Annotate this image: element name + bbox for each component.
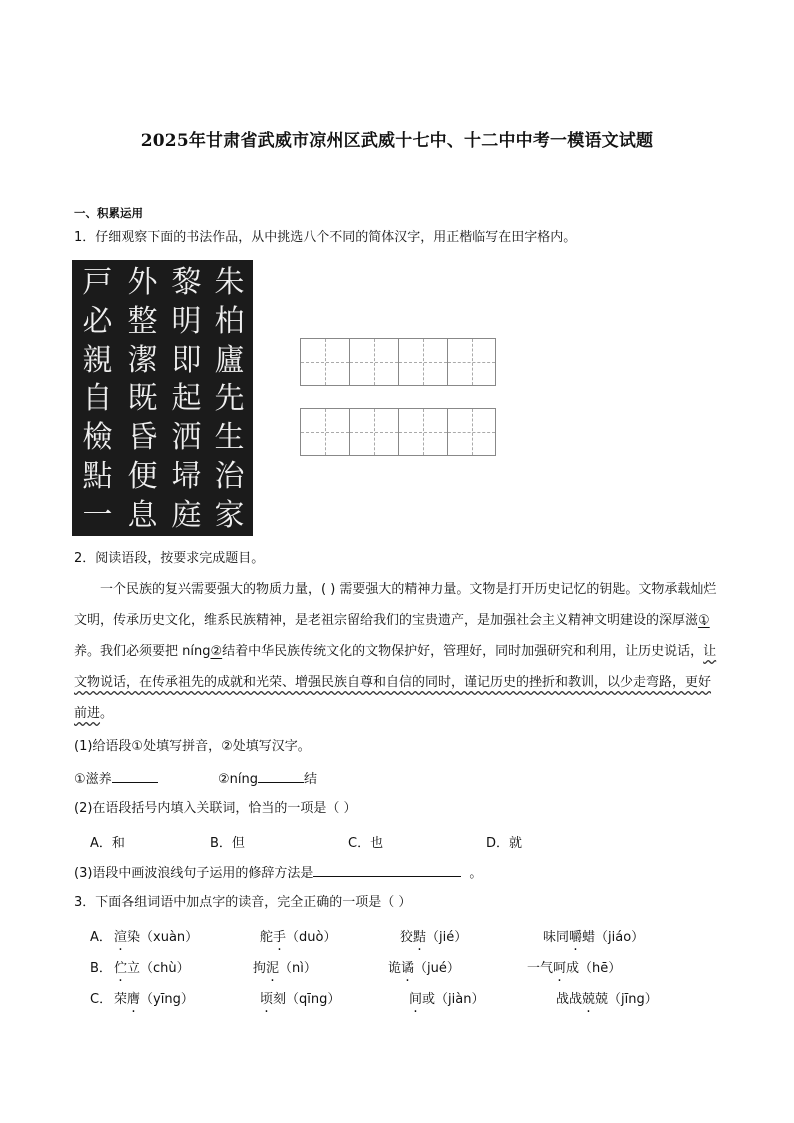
calligraphy-char: 一 <box>82 497 113 533</box>
option-c[interactable]: C．也 <box>348 836 384 851</box>
tian-grid-row-2[interactable] <box>300 408 496 456</box>
question-1: 1．仔细观察下面的书法作品，从中挑选八个不同的简体汉字，用正楷临写在田字格内。 <box>74 230 577 245</box>
answer-line-1 <box>74 768 158 790</box>
word-item: 伫立（chù） <box>114 961 190 976</box>
passage-text: 结着中华民族传统文化的文物保护好，管理好，同时加强研究和利用，让历史说话， <box>222 644 704 659</box>
passage-text: 养。我们必须要把 <box>74 644 183 659</box>
word-item: 渲染（xuàn） <box>114 930 199 945</box>
word-item: 诡谲（jué） <box>388 961 460 976</box>
word-item: 间或（jiàn） <box>409 992 485 1007</box>
tian-grid-cell[interactable] <box>349 338 398 386</box>
word-item: 一气呵成（hē） <box>527 961 622 976</box>
tian-grid-row-1[interactable] <box>300 338 496 386</box>
calligraphy-char: 昏 <box>127 420 158 456</box>
tian-grid-cell[interactable] <box>398 338 447 386</box>
answer-label: ②níng <box>218 772 258 787</box>
reading-passage <box>74 574 722 729</box>
wavy-sentence: 让文物说话，在传承祖先的成就和光荣、增强民族自尊和自信的同时，谨记历史的挫折和教训，以少走弯路，更好前进 <box>74 644 717 721</box>
option-d[interactable]: D．就 <box>486 836 523 851</box>
calligraphy-char: 生 <box>214 420 245 456</box>
calligraphy-char: 朱 <box>214 265 245 300</box>
dotted-char: 滋 . <box>685 613 698 628</box>
answer-blank[interactable] <box>258 768 304 783</box>
calligraphy-char: 先 <box>214 381 245 417</box>
calligraphy-char: 起 <box>171 381 202 417</box>
calligraphy-char: 黎 <box>171 265 202 300</box>
calligraphy-char: 點 <box>82 458 113 494</box>
word-item: 顷刻（qīng） <box>260 992 341 1007</box>
calligraphy-char: 廬 <box>214 342 245 378</box>
calligraphy-char: 既 <box>127 381 158 417</box>
question-2: 2．阅读语段，按要求完成题目。 <box>74 551 265 566</box>
calligraphy-char: 埽 <box>171 458 202 494</box>
tian-grid-cell[interactable] <box>300 408 349 456</box>
tian-grid-cell[interactable] <box>349 408 398 456</box>
page-title: 2025年甘肃省武威市凉州区武威十七中、十二中中考一模语文试题 <box>140 131 654 151</box>
answer-label: ①滋养 <box>74 772 112 787</box>
word-item: 荣膺（yīng） <box>114 992 194 1007</box>
option-label[interactable]: C． <box>90 992 113 1007</box>
pinyin-ning: níng <box>182 644 211 659</box>
calligraphy-char: 洒 <box>171 420 202 456</box>
word-item: 狡黠（jié） <box>400 930 468 945</box>
question-text: 。 <box>469 866 483 881</box>
calligraphy-char: 外 <box>127 265 158 300</box>
word-item: 战战兢兢（jīng） <box>556 992 658 1007</box>
answer-blank[interactable] <box>313 862 461 877</box>
option-label[interactable]: B． <box>90 961 112 976</box>
question-2-3 <box>74 862 482 884</box>
calligraphy-char: 戸 <box>82 265 113 300</box>
calligraphy-column <box>207 264 252 536</box>
calligraphy-char: 息 <box>127 497 158 533</box>
answer-label: 结 <box>304 772 318 787</box>
calligraphy-char: 潔 <box>127 342 158 378</box>
calligraphy-char: 治 <box>214 458 245 494</box>
answer-blank[interactable] <box>112 768 158 783</box>
calligraphy-char: 柏 <box>214 303 245 339</box>
passage-text: 。 <box>100 706 114 721</box>
option-label[interactable]: A． <box>90 930 112 945</box>
question-2-2: (2)在语段括号内填入关联词，恰当的一项是（ ） <box>74 801 357 816</box>
option-b[interactable]: B．但 <box>210 836 245 851</box>
option-a[interactable]: A．和 <box>90 836 125 851</box>
calligraphy-char: 整 <box>127 303 158 339</box>
blank-marker-1: ① <box>698 613 710 628</box>
tian-grid-cell[interactable] <box>300 338 349 386</box>
word-item: 舵手（duò） <box>260 930 337 945</box>
tian-grid-cell[interactable] <box>447 338 496 386</box>
section-heading: 一、积累运用 <box>74 206 143 220</box>
calligraphy-column <box>75 264 120 536</box>
calligraphy-char: 親 <box>82 342 113 378</box>
calligraphy-char: 家 <box>214 497 245 533</box>
word-item: 拘泥（nì） <box>253 961 317 976</box>
calligraphy-image <box>72 260 253 536</box>
calligraphy-char: 即 <box>171 342 202 378</box>
question-2-1: (1)给语段①处填写拼音，②处填写汉字。 <box>74 739 311 754</box>
calligraphy-char: 明 <box>171 303 202 339</box>
blank-marker-2: ② <box>210 644 223 659</box>
answer-line-2 <box>218 768 317 790</box>
passage-text: 一个民族的复兴需要强大的物质力量，( ) 需要强大的精神力量。文物是打开历史记忆的钥匙。文物承载灿烂文明，传承历史文化，维系民族精神，是老祖宗留给我们的宝贵遗产，是加强社会主义精神文明建设的深厚 <box>74 582 717 628</box>
question-text: (3)语段中画波浪线句子运用的修辞方法是 <box>74 866 314 881</box>
calligraphy-char: 必 <box>82 303 113 339</box>
calligraphy-char: 自 <box>82 381 113 417</box>
calligraphy-char: 檢 <box>82 420 113 456</box>
calligraphy-char: 便 <box>127 458 158 494</box>
tian-grid-cell[interactable] <box>447 408 496 456</box>
calligraphy-char: 庭 <box>171 497 202 533</box>
word-item: 味同嚼蜡（jiáo） <box>543 930 645 945</box>
question-3: 3．下面各组词语中加点字的读音，完全正确的一项是（ ） <box>74 895 412 910</box>
calligraphy-column <box>120 264 165 536</box>
calligraphy-column <box>164 264 209 536</box>
tian-grid-cell[interactable] <box>398 408 447 456</box>
